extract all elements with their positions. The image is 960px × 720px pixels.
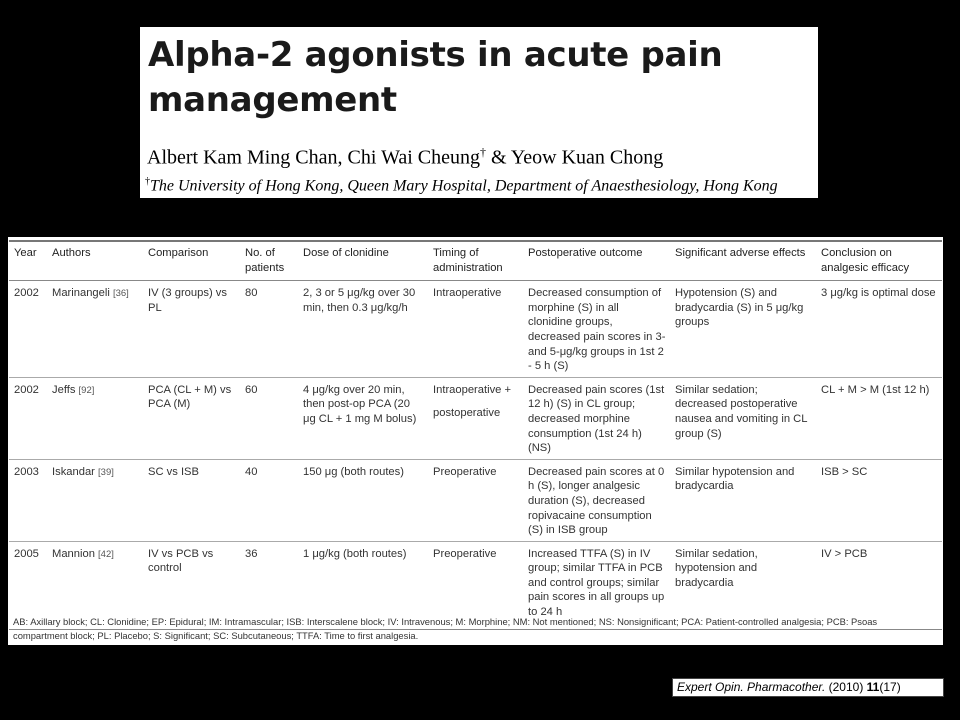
reference-number: [92] xyxy=(78,384,95,396)
author-name: Jeffs xyxy=(52,383,76,396)
cell-year: 2003 xyxy=(9,459,47,541)
title-line-1: Alpha-2 agonists in acute pain xyxy=(148,35,723,75)
reference-number: [39] xyxy=(98,466,114,478)
cell-outcome: Decreased pain scores at 0 h (S), longer analgesic duration (S), decreased ropivacaine consumption (S) in ISB group xyxy=(523,459,670,541)
timing-text-2: postoperative xyxy=(433,407,501,420)
reference-number: [36] xyxy=(112,288,129,300)
header-patients: No. of patients xyxy=(240,241,298,281)
clonidine-studies-table xyxy=(9,240,942,630)
cell-comparison: PCA (CL + M) vs PCA (M) xyxy=(143,377,240,459)
journal-citation xyxy=(672,678,944,697)
header-timing: Timing of administration xyxy=(428,241,523,281)
header-dose: Dose of clonidine xyxy=(298,241,428,281)
cell-dose: 4 μg/kg over 20 min, then post-op PCA (20 μg CL + 1 mg M bolus) xyxy=(298,377,428,459)
table-row xyxy=(9,459,942,541)
reference-number: [42] xyxy=(98,548,114,560)
cell-patients: 80 xyxy=(240,281,298,378)
cell-patients: 60 xyxy=(240,377,298,459)
cell-timing xyxy=(428,377,523,459)
cell-dose: 2, 3 or 5 μg/kg over 30 min, then 0.3 μg/kg/h xyxy=(298,281,428,378)
title-line-2: management xyxy=(148,80,397,120)
author-name: Iskandar xyxy=(52,465,95,478)
timing-text: Preoperative xyxy=(433,465,497,478)
table-row xyxy=(9,377,942,459)
cell-dose: 150 μg (both routes) xyxy=(298,459,428,541)
timing-text: Intraoperative xyxy=(433,287,502,300)
affiliation xyxy=(145,176,778,195)
cell-year: 2005 xyxy=(9,541,47,629)
article-header xyxy=(140,27,818,198)
cell-adverse-effects: Similar sedation, hypotension and bradycardia xyxy=(670,541,816,629)
cell-outcome: Decreased consumption of morphine (S) in all clonidine groups, decreased pain scores in 3- and 5-μg/kg groups in 1st 2 - 5 h (S) xyxy=(523,281,670,378)
cell-authors xyxy=(47,459,143,541)
timing-text: Preoperative xyxy=(433,547,497,560)
cell-adverse-effects: Similar hypotension and bradycardia xyxy=(670,459,816,541)
affiliation-text: The University of Hong Kong, Queen Mary Hospital, Department of Anaesthesiology, Hong Kong xyxy=(150,177,778,195)
cell-outcome: Increased TTFA (S) in IV group; similar TTFA in PCB and control groups; similar pain scores in all groups up to 24 h xyxy=(523,541,670,629)
dagger-mark: † xyxy=(480,145,486,159)
table-header-row xyxy=(9,241,942,281)
timing-text: Intraoperative + xyxy=(433,383,512,396)
cell-adverse-effects: Hypotension (S) and bradycardia (S) in 5 μg/kg groups xyxy=(670,281,816,378)
affiliation-dagger: † xyxy=(145,176,150,187)
cell-patients: 40 xyxy=(240,459,298,541)
cell-comparison: IV vs PCB vs control xyxy=(143,541,240,629)
header-year: Year xyxy=(9,241,47,281)
cell-comparison: SC vs ISB xyxy=(143,459,240,541)
citation-year: (2010) xyxy=(825,680,867,694)
cell-outcome: Decreased pain scores (1st 12 h) (S) in CL group; decreased morphine consumption (1st 24 h) (NS) xyxy=(523,377,670,459)
authors-part-2: & Yeow Kuan Chong xyxy=(486,146,664,169)
table-row xyxy=(9,281,942,378)
article-title xyxy=(148,33,722,123)
cell-year: 2002 xyxy=(9,377,47,459)
author-name: Mannion xyxy=(52,547,95,560)
study-table-panel xyxy=(8,237,943,645)
cell-adverse-effects: Similar sedation; decreased postoperative nausea and vomiting in CL group (S) xyxy=(670,377,816,459)
cell-authors xyxy=(47,281,143,378)
cell-dose: 1 μg/kg (both routes) xyxy=(298,541,428,629)
journal-name: Expert Opin. Pharmacother. xyxy=(677,680,826,694)
header-adverse-effects: Significant adverse effects xyxy=(670,241,816,281)
cell-timing xyxy=(428,281,523,378)
cell-conclusion: CL + M > M (1st 12 h) xyxy=(816,377,942,459)
header-conclusion: Conclusion on analgesic efficacy xyxy=(816,241,942,281)
header-authors: Authors xyxy=(47,241,143,281)
author-list xyxy=(147,145,663,170)
header-comparison: Comparison xyxy=(143,241,240,281)
table-footnote: AB: Axillary block; CL: Clonidine; EP: Epidural; IM: Intramascular; ISB: Interscalene block; IV: Intravenous; M: Morphine; NM: Not mentioned; NS: Nonsignificant; PCA: Patient-controlled analgesia; PCB: Psoas compartment block; PL: Placebo; S: Significant; SC: Subcutaneous; TTFA: Time to first analgesia. xyxy=(13,616,878,641)
header-outcome: Postoperative outcome xyxy=(523,241,670,281)
cell-conclusion: 3 μg/kg is optimal dose xyxy=(816,281,942,378)
cell-patients: 36 xyxy=(240,541,298,629)
author-name: Marinangeli xyxy=(52,287,110,300)
cell-year: 2002 xyxy=(9,281,47,378)
cell-comparison: IV (3 groups) vs PL xyxy=(143,281,240,378)
citation-volume: 11 xyxy=(866,680,880,694)
cell-timing xyxy=(428,459,523,541)
authors-part-1: Albert Kam Ming Chan, Chi Wai Cheung xyxy=(147,146,480,169)
citation-issue: (17) xyxy=(879,680,901,694)
cell-conclusion: ISB > SC xyxy=(816,459,942,541)
cell-conclusion: IV > PCB xyxy=(816,541,942,629)
cell-authors xyxy=(47,377,143,459)
